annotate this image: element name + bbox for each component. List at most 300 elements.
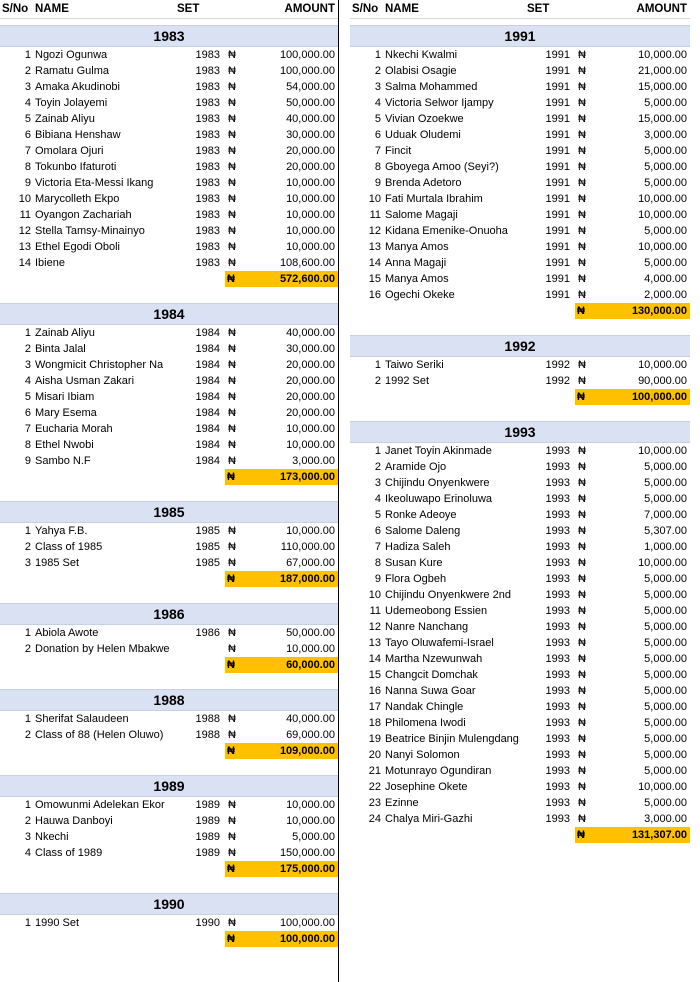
row-name: Salome Magaji <box>385 209 458 221</box>
table-row <box>350 635 690 651</box>
row-name: Mary Esema <box>35 407 97 419</box>
total-row <box>0 469 338 485</box>
currency-symbol: ₦ <box>578 525 586 537</box>
row-sno: 1 <box>24 327 31 339</box>
row-sno: 3 <box>24 359 31 371</box>
row-amount: 10,000.00 <box>638 193 687 205</box>
table-row <box>0 341 338 357</box>
row-amount: 10,000.00 <box>286 177 335 189</box>
table-row <box>350 683 690 699</box>
currency-symbol: ₦ <box>228 407 236 419</box>
total-cell <box>225 743 338 759</box>
table-row <box>350 459 690 475</box>
row-set: 1984 <box>195 327 220 339</box>
row-set: 1991 <box>545 97 570 109</box>
total-amount: 100,000.00 <box>631 391 687 403</box>
row-amount: 10,000.00 <box>286 439 335 451</box>
table-row <box>350 443 690 459</box>
row-amount: 10,000.00 <box>638 241 687 253</box>
table-row <box>0 255 338 271</box>
row-sno: 11 <box>369 605 381 617</box>
row-name: Sherifat Salaudeen <box>35 713 129 725</box>
row-sno: 2 <box>24 541 31 553</box>
row-amount: 4,000.00 <box>644 273 687 285</box>
header-amount: AMOUNT <box>636 3 687 15</box>
currency-symbol: ₦ <box>578 557 586 569</box>
row-sno: 2 <box>24 815 31 827</box>
table-header <box>350 0 690 19</box>
row-sno: 1 <box>374 445 381 457</box>
row-amount: 10,000.00 <box>638 359 687 371</box>
row-set: 1990 <box>195 917 220 929</box>
currency-symbol: ₦ <box>578 733 586 745</box>
row-set: 1991 <box>545 129 570 141</box>
row-name: Janet Toyin Akinmade <box>385 445 492 457</box>
table-row <box>0 127 338 143</box>
row-set: 1991 <box>545 81 570 93</box>
row-name: Zainab Aliyu <box>35 113 95 125</box>
row-sno: 2 <box>24 343 31 355</box>
row-sno: 1 <box>374 359 381 371</box>
column-divider <box>338 0 339 982</box>
row-name: Josephine Okete <box>385 781 468 793</box>
row-amount: 10,000.00 <box>286 241 335 253</box>
total-row <box>0 861 338 877</box>
currency-symbol: ₦ <box>227 573 235 585</box>
table-row <box>350 667 690 683</box>
currency-symbol: ₦ <box>228 439 236 451</box>
currency-symbol: ₦ <box>228 177 236 189</box>
row-set: 1991 <box>545 209 570 221</box>
row-sno: 5 <box>24 113 31 125</box>
row-set: 1993 <box>545 765 570 777</box>
currency-symbol: ₦ <box>228 455 236 467</box>
spacer <box>0 877 338 893</box>
currency-symbol: ₦ <box>578 797 586 809</box>
row-amount: 5,000.00 <box>644 637 687 649</box>
table-row <box>0 239 338 255</box>
row-set: 1991 <box>545 289 570 301</box>
total-row <box>350 389 690 405</box>
row-sno: 13 <box>18 241 31 253</box>
table-row <box>350 127 690 143</box>
row-amount: 40,000.00 <box>286 113 335 125</box>
row-sno: 12 <box>368 225 381 237</box>
row-name: Brenda Adetoro <box>385 177 462 189</box>
total-row <box>350 827 690 843</box>
row-name: Udemeobong Essien <box>385 605 488 617</box>
currency-symbol: ₦ <box>228 81 236 93</box>
row-sno: 2 <box>374 65 381 77</box>
row-set: 1993 <box>545 525 570 537</box>
row-set: 1991 <box>545 225 570 237</box>
currency-symbol: ₦ <box>228 193 236 205</box>
currency-symbol: ₦ <box>578 605 586 617</box>
currency-symbol: ₦ <box>578 749 586 761</box>
row-sno: 4 <box>374 493 381 505</box>
row-amount: 50,000.00 <box>286 97 335 109</box>
row-amount: 20,000.00 <box>286 375 335 387</box>
row-sno: 24 <box>368 813 381 825</box>
row-sno: 13 <box>368 637 381 649</box>
row-set: 1984 <box>195 407 220 419</box>
row-name: Eucharia Morah <box>35 423 113 435</box>
row-name: Tokunbo Ifaturoti <box>35 161 117 173</box>
row-sno: 9 <box>24 177 31 189</box>
row-amount: 10,000.00 <box>286 525 335 537</box>
row-amount: 100,000.00 <box>279 65 335 77</box>
currency-symbol: ₦ <box>577 391 585 403</box>
row-amount: 20,000.00 <box>286 145 335 157</box>
row-sno: 2 <box>374 461 381 473</box>
total-row <box>350 303 690 319</box>
currency-symbol: ₦ <box>578 273 586 285</box>
table-row <box>350 779 690 795</box>
row-amount: 5,000.00 <box>644 97 687 109</box>
row-set: 1993 <box>545 589 570 601</box>
currency-symbol: ₦ <box>228 97 236 109</box>
row-sno: 20 <box>368 749 381 761</box>
currency-symbol: ₦ <box>228 541 236 553</box>
row-amount: 10,000.00 <box>286 815 335 827</box>
row-name: Ramatu Gulma <box>35 65 109 77</box>
row-sno: 18 <box>368 717 381 729</box>
currency-symbol: ₦ <box>578 209 586 221</box>
currency-symbol: ₦ <box>578 241 586 253</box>
row-sno: 2 <box>24 65 31 77</box>
row-amount: 15,000.00 <box>638 81 687 93</box>
row-set: 1988 <box>195 713 220 725</box>
row-set: 1993 <box>545 637 570 649</box>
table-row <box>0 437 338 453</box>
row-set: 1993 <box>545 541 570 553</box>
row-name: Gboyega Amoo (Seyi?) <box>385 161 499 173</box>
row-set: 1984 <box>195 423 220 435</box>
table-row <box>0 453 338 469</box>
total-amount: 175,000.00 <box>279 863 335 875</box>
table-row <box>350 491 690 507</box>
row-name: Ronke Adeoye <box>385 509 457 521</box>
row-amount: 20,000.00 <box>286 161 335 173</box>
row-set: 1983 <box>195 145 220 157</box>
currency-symbol: ₦ <box>578 813 586 825</box>
row-amount: 67,000.00 <box>286 557 335 569</box>
row-amount: 5,000.00 <box>644 573 687 585</box>
row-set: 1992 <box>545 375 570 387</box>
row-name: Sambo N.F <box>35 455 91 467</box>
spacer <box>0 673 338 689</box>
currency-symbol: ₦ <box>578 49 586 61</box>
row-name: Class of 1985 <box>35 541 103 553</box>
header-set: SET <box>177 3 200 15</box>
table-row <box>350 763 690 779</box>
year-header: 1984 <box>0 303 338 325</box>
currency-symbol: ₦ <box>228 327 236 339</box>
row-amount: 5,000.00 <box>644 669 687 681</box>
row-set: 1985 <box>195 557 220 569</box>
row-amount: 10,000.00 <box>286 643 335 655</box>
row-set: 1985 <box>195 525 220 537</box>
row-name: Stella Tamsy-Minainyo <box>35 225 145 237</box>
row-sno: 1 <box>24 799 31 811</box>
table-row <box>0 523 338 539</box>
total-amount: 572,600.00 <box>279 273 335 285</box>
row-name: Hauwa Danboyi <box>35 815 113 827</box>
row-name: Donation by Helen Mbakwe <box>35 643 170 655</box>
row-name: Amaka Akudinobi <box>35 81 120 93</box>
table-row <box>350 287 690 303</box>
row-sno: 3 <box>24 557 31 569</box>
row-sno: 1 <box>24 917 31 929</box>
row-set: 1989 <box>195 815 220 827</box>
table-row <box>0 829 338 845</box>
row-name: Chalya Miri-Gazhi <box>385 813 473 825</box>
table-row <box>350 651 690 667</box>
row-sno: 10 <box>368 589 381 601</box>
row-sno: 7 <box>374 145 381 157</box>
row-amount: 50,000.00 <box>286 627 335 639</box>
spacer <box>0 287 338 303</box>
row-sno: 2 <box>374 375 381 387</box>
spacer <box>350 319 690 335</box>
total-row <box>0 271 338 287</box>
row-set: 1993 <box>545 557 570 569</box>
row-set: 1989 <box>195 799 220 811</box>
currency-symbol: ₦ <box>227 659 235 671</box>
table-row <box>0 357 338 373</box>
row-amount: 20,000.00 <box>286 407 335 419</box>
row-amount: 5,000.00 <box>644 765 687 777</box>
table-row <box>0 63 338 79</box>
year-header: 1986 <box>0 603 338 625</box>
currency-symbol: ₦ <box>578 359 586 371</box>
row-sno: 15 <box>368 273 381 285</box>
row-set: 1992 <box>545 359 570 371</box>
table-row <box>350 603 690 619</box>
header-amount: AMOUNT <box>284 3 335 15</box>
row-set: 1993 <box>545 813 570 825</box>
header-name: NAME <box>385 3 419 15</box>
row-amount: 3,000.00 <box>292 455 335 467</box>
row-sno: 7 <box>24 145 31 157</box>
row-name: Binta Jalal <box>35 343 86 355</box>
row-name: Ngozi Ogunwa <box>35 49 108 61</box>
row-set: 1983 <box>195 209 220 221</box>
table-row <box>350 255 690 271</box>
currency-symbol: ₦ <box>578 81 586 93</box>
row-sno: 11 <box>19 209 31 221</box>
row-set: 1983 <box>195 65 220 77</box>
total-amount: 100,000.00 <box>279 933 335 945</box>
total-cell <box>225 861 338 877</box>
row-name: Bibiana Henshaw <box>35 129 121 141</box>
row-name: Philomena Iwodi <box>385 717 466 729</box>
table-row <box>350 747 690 763</box>
row-sno: 3 <box>24 831 31 843</box>
table-row <box>350 111 690 127</box>
row-amount: 5,000.00 <box>644 653 687 665</box>
table-row <box>350 159 690 175</box>
table-row <box>350 95 690 111</box>
row-name: Nandak Chingle <box>385 701 464 713</box>
currency-symbol: ₦ <box>578 477 586 489</box>
table-row <box>0 175 338 191</box>
row-sno: 16 <box>368 685 381 697</box>
row-name: Yahya F.B. <box>35 525 88 537</box>
row-sno: 8 <box>374 557 381 569</box>
row-name: Nanna Suwa Goar <box>385 685 476 697</box>
year-header: 1988 <box>0 689 338 711</box>
row-name: Chijindu Onyenkwere <box>385 477 490 489</box>
row-sno: 16 <box>368 289 381 301</box>
row-amount: 90,000.00 <box>638 375 687 387</box>
row-sno: 7 <box>24 423 31 435</box>
total-amount: 173,000.00 <box>279 471 335 483</box>
row-amount: 69,000.00 <box>286 729 335 741</box>
currency-symbol: ₦ <box>578 685 586 697</box>
row-sno: 12 <box>18 225 31 237</box>
spacer <box>0 587 338 603</box>
table-row <box>0 915 338 931</box>
row-set: 1983 <box>195 161 220 173</box>
currency-symbol: ₦ <box>228 65 236 77</box>
row-sno: 23 <box>368 797 381 809</box>
total-amount: 109,000.00 <box>279 745 335 757</box>
row-set: 1993 <box>545 461 570 473</box>
table-row <box>0 143 338 159</box>
total-cell <box>225 271 338 287</box>
row-amount: 100,000.00 <box>279 49 335 61</box>
table-row <box>0 373 338 389</box>
table-row <box>0 641 338 657</box>
currency-symbol: ₦ <box>578 65 586 77</box>
currency-symbol: ₦ <box>228 49 236 61</box>
table-row <box>350 555 690 571</box>
table-row <box>350 373 690 389</box>
row-sno: 22 <box>368 781 381 793</box>
total-amount: 187,000.00 <box>279 573 335 585</box>
row-sno: 4 <box>24 375 31 387</box>
row-sno: 9 <box>374 573 381 585</box>
currency-symbol: ₦ <box>228 257 236 269</box>
currency-symbol: ₦ <box>228 557 236 569</box>
currency-symbol: ₦ <box>228 145 236 157</box>
table-row <box>350 715 690 731</box>
row-amount: 30,000.00 <box>286 129 335 141</box>
table-row <box>0 95 338 111</box>
currency-symbol: ₦ <box>578 375 586 387</box>
currency-symbol: ₦ <box>228 423 236 435</box>
total-cell <box>225 931 338 947</box>
row-sno: 6 <box>24 129 31 141</box>
table-row <box>0 797 338 813</box>
row-name: Nanyi Solomon <box>385 749 460 761</box>
row-amount: 15,000.00 <box>638 113 687 125</box>
currency-symbol: ₦ <box>227 471 235 483</box>
row-amount: 10,000.00 <box>638 781 687 793</box>
row-amount: 5,000.00 <box>644 701 687 713</box>
left-table <box>0 0 338 947</box>
row-set: 1993 <box>545 749 570 761</box>
row-sno: 8 <box>24 161 31 173</box>
row-set: 1993 <box>545 573 570 585</box>
row-name: 1992 Set <box>385 375 430 387</box>
row-sno: 19 <box>368 733 381 745</box>
row-name: Hadiza Saleh <box>385 541 451 553</box>
row-sno: 4 <box>24 97 31 109</box>
total-cell <box>575 303 690 319</box>
row-name: Taiwo Seriki <box>385 359 444 371</box>
table-row <box>350 571 690 587</box>
currency-symbol: ₦ <box>578 193 586 205</box>
table-row <box>350 79 690 95</box>
row-sno: 5 <box>24 391 31 403</box>
row-set: 1991 <box>545 241 570 253</box>
row-amount: 108,600.00 <box>279 257 335 269</box>
row-set: 1983 <box>195 177 220 189</box>
currency-symbol: ₦ <box>228 225 236 237</box>
row-amount: 20,000.00 <box>286 391 335 403</box>
row-name: Misari Ibiam <box>35 391 95 403</box>
row-amount: 40,000.00 <box>286 713 335 725</box>
table-row <box>0 813 338 829</box>
currency-symbol: ₦ <box>228 847 236 859</box>
table-row <box>350 507 690 523</box>
row-name: Olabisi Osagie <box>385 65 457 77</box>
currency-symbol: ₦ <box>228 161 236 173</box>
row-set: 1993 <box>545 797 570 809</box>
row-sno: 3 <box>374 477 381 489</box>
currency-symbol: ₦ <box>228 113 236 125</box>
row-set: 1984 <box>195 439 220 451</box>
row-set: 1991 <box>545 161 570 173</box>
row-amount: 21,000.00 <box>638 65 687 77</box>
row-amount: 5,000.00 <box>644 177 687 189</box>
table-row <box>350 175 690 191</box>
row-set: 1984 <box>195 455 220 467</box>
row-amount: 10,000.00 <box>286 423 335 435</box>
row-amount: 10,000.00 <box>286 209 335 221</box>
year-header: 1990 <box>0 893 338 915</box>
row-amount: 20,000.00 <box>286 359 335 371</box>
header-sno: S/No <box>352 3 379 15</box>
row-set: 1983 <box>195 49 220 61</box>
table-row <box>0 727 338 743</box>
currency-symbol: ₦ <box>578 177 586 189</box>
row-sno: 6 <box>374 129 381 141</box>
row-set: 1991 <box>545 273 570 285</box>
table-row <box>350 811 690 827</box>
row-set: 1986 <box>195 627 220 639</box>
currency-symbol: ₦ <box>227 933 235 945</box>
row-name: Anna Magaji <box>385 257 447 269</box>
currency-symbol: ₦ <box>228 627 236 639</box>
row-sno: 4 <box>374 97 381 109</box>
row-name: Manya Amos <box>385 273 449 285</box>
currency-symbol: ₦ <box>228 831 236 843</box>
row-set: 1993 <box>545 509 570 521</box>
currency-symbol: ₦ <box>578 461 586 473</box>
currency-symbol: ₦ <box>578 161 586 173</box>
row-sno: 1 <box>24 627 31 639</box>
currency-symbol: ₦ <box>228 525 236 537</box>
row-sno: 1 <box>24 525 31 537</box>
currency-symbol: ₦ <box>228 713 236 725</box>
row-name: Chijindu Onyenkwere 2nd <box>385 589 511 601</box>
table-row <box>350 143 690 159</box>
row-name: Ethel Nwobi <box>35 439 94 451</box>
total-row <box>0 743 338 759</box>
